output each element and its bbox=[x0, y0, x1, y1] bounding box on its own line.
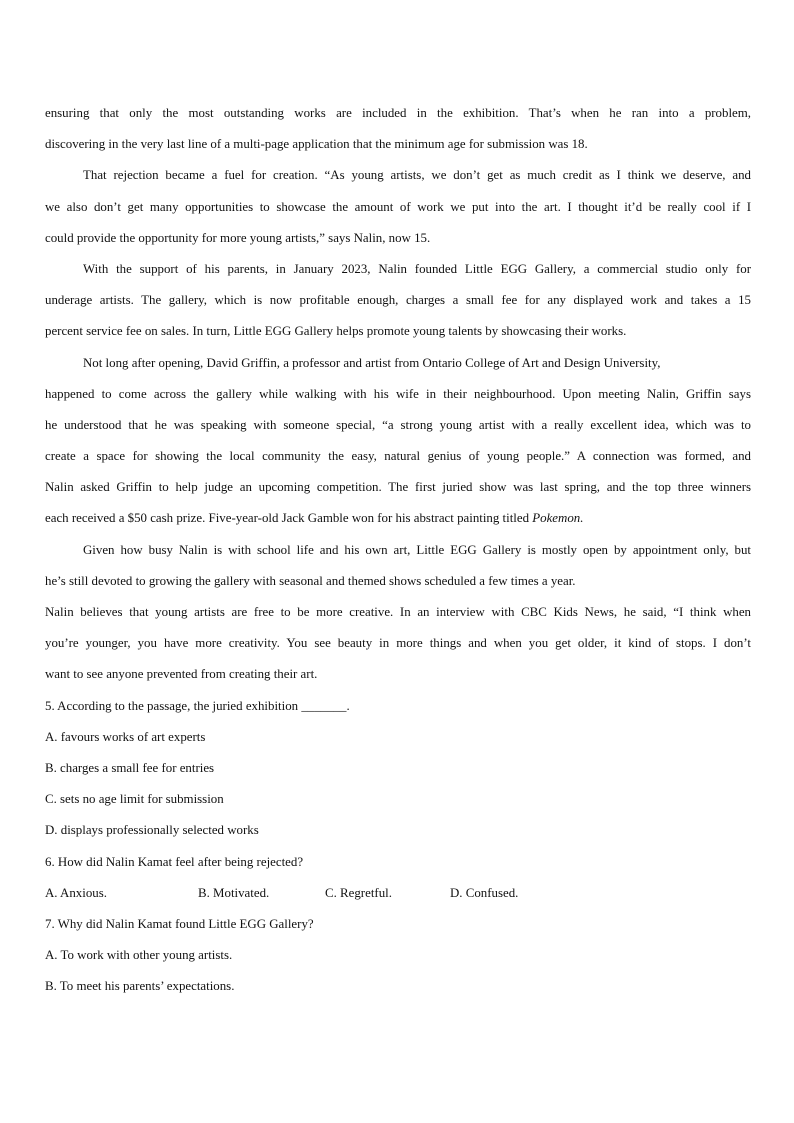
passage-line: create a space for showing the local community the easy, natural genius of young people.” A connection was formed, and bbox=[45, 449, 751, 464]
passage-line: want to see anyone prevented from creating their art. bbox=[45, 667, 318, 682]
answer-option: A. Anxious. bbox=[45, 885, 107, 900]
answer-option: D. displays professionally selected works bbox=[45, 823, 259, 838]
passage-line: Nalin asked Griffin to help judge an upcoming competition. The first juried show was last spring, and the top three winners bbox=[45, 480, 751, 495]
passage-line: he understood that he was speaking with someone special, “a strong young artist with a really excellent idea, which was to bbox=[45, 417, 751, 432]
passage-line: With the support of his parents, in January 2023, Nalin founded Little EGG Gallery, a commercial studio only for bbox=[83, 261, 751, 276]
answer-option: B. charges a small fee for entries bbox=[45, 760, 215, 775]
answer-option: A. To work with other young artists. bbox=[45, 948, 233, 963]
answer-option: C. Regretful. bbox=[325, 885, 392, 900]
passage-line: could provide the opportunity for more young artists,” says Nalin, now 15. bbox=[45, 230, 431, 245]
passage-line: That rejection became a fuel for creation. “As young artists, we don’t get as much credit as I think we deserve, and bbox=[83, 168, 751, 183]
document-page bbox=[45, 98, 751, 1002]
painting-title: Pokemon. bbox=[532, 511, 584, 526]
question-6 bbox=[45, 847, 751, 909]
answer-option: C. sets no age limit for submission bbox=[45, 792, 224, 807]
answer-options-row bbox=[45, 878, 751, 909]
passage-line: percent service fee on sales. In turn, Little EGG Gallery helps promote young talents by showcasing their works. bbox=[45, 324, 627, 339]
passage-line: Not long after opening, David Griffin, a professor and artist from Ontario College of Art and Design University, bbox=[83, 355, 661, 370]
question-stem: 6. How did Nalin Kamat feel after being rejected? bbox=[45, 854, 304, 869]
question-7 bbox=[45, 909, 751, 1003]
answer-option: B. To meet his parents’ expectations. bbox=[45, 979, 235, 994]
question-5 bbox=[45, 691, 751, 847]
question-stem: 5. According to the passage, the juried exhibition _______. bbox=[45, 698, 350, 713]
passage-line bbox=[45, 503, 751, 534]
passage-line: he’s still devoted to growing the gallery with seasonal and themed shows scheduled a few times a year. bbox=[45, 573, 576, 588]
answer-option: A. favours works of art experts bbox=[45, 729, 206, 744]
passage-line: happened to come across the gallery while walking with his wife in their neighbourhood. Upon meeting Nalin, Griffin says bbox=[45, 386, 751, 401]
passage bbox=[45, 98, 751, 691]
passage-line: we also don’t get many opportunities to showcase the amount of work we put into the art. I thought it’d be really cool if I bbox=[45, 199, 751, 214]
passage-line: discovering in the very last line of a multi-page application that the minimum age for submission was 18. bbox=[45, 137, 588, 152]
passage-line: Given how busy Nalin is with school life and his own art, Little EGG Gallery is mostly open by appointment only, but bbox=[83, 542, 751, 557]
passage-line: underage artists. The gallery, which is now profitable enough, charges a small fee for any displayed work and takes a 15 bbox=[45, 293, 751, 308]
passage-line: Nalin believes that young artists are free to be more creative. In an interview with CBC Kids News, he said, “I think when bbox=[45, 605, 751, 619]
passage-line-text: each received a $50 cash prize. Five-year-old Jack Gamble won for his abstract painting titled bbox=[45, 511, 533, 526]
question-stem: 7. Why did Nalin Kamat found Little EGG Gallery? bbox=[45, 916, 314, 931]
answer-option: B. Motivated. bbox=[198, 885, 270, 900]
passage-line: you’re younger, you have more creativity. You see beauty in more things and when you get older, it kind of stops. I don’t bbox=[45, 636, 751, 651]
passage-line: ensuring that only the most outstanding works are included in the exhibition. That’s when he ran into a problem, bbox=[45, 106, 751, 120]
answer-option: D. Confused. bbox=[450, 885, 519, 900]
